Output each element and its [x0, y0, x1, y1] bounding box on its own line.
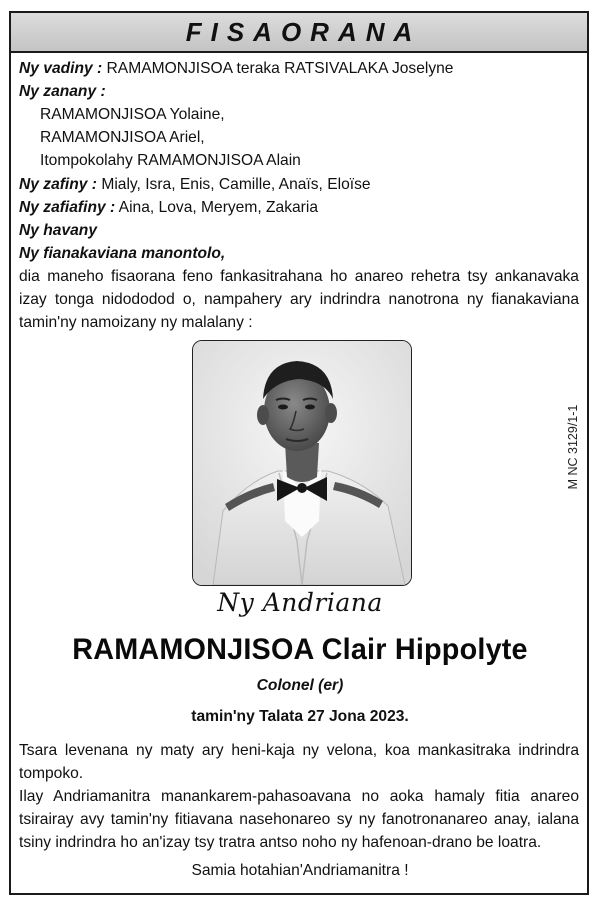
honorific: Ny Andriana: [217, 588, 383, 617]
child-item: RAMAMONJISOA Ariel,: [40, 129, 205, 146]
relatives-label: Ny havany: [19, 222, 98, 239]
close-family-label: Ny fianakaviana manontolo,: [19, 245, 226, 262]
child-item: Itompokolahy RAMAMONJISOA Alain: [40, 152, 301, 169]
closing-line: Samia hotahian'Andriamanitra !: [191, 862, 409, 879]
portrait-photo: [192, 340, 412, 586]
children-label: Ny zanany :: [19, 83, 106, 100]
spouse-label: Ny vadiny :: [19, 60, 103, 77]
reference-code: [566, 397, 580, 497]
child-item: RAMAMONJISOA Yolaine,: [40, 106, 225, 123]
date-of-death: tamin'ny Talata 27 Jona 2023.: [191, 708, 409, 725]
great-grandchildren-value: Aina, Lova, Meryem, Zakaria: [118, 199, 319, 216]
great-grandchildren-label: Ny zafiafiny :: [19, 199, 116, 216]
grandchildren-value: Mialy, Isra, Enis, Camille, Anaïs, Eloïse: [101, 176, 371, 193]
notice-title: FISAORANA: [185, 17, 422, 47]
deceased-rank: Colonel (er): [256, 677, 344, 694]
deceased-name: RAMAMONJISOA Clair Hippolyte: [72, 633, 528, 666]
reference-code-text: M NC 3129/1-1: [566, 404, 580, 490]
blessing-paragraph: Ilay Andriamanitra manankarem-pahasoavana no aoka hamaly fitia anareo tsirairay avy tamin'ny fitiavana nasehonareo sy ny fanotronanareo anay, ialana tsiny indrindra ho an'izay tsy tratra antso noho ny hafenoan-drano be loatra.: [19, 788, 579, 852]
header-banner: [11, 13, 587, 53]
spouse-line: [19, 57, 579, 80]
spouse-value: RAMAMONJISOA teraka RATSIVALAKA Joselyne: [106, 60, 454, 77]
intro-paragraph: dia maneho fisaorana feno fankasitrahana ho anareo rehetra tsy ankanavaka izay tonga nidododod o, nampahery ary indrindra nanotrona ny fianakaviana tamin'ny namoizany ny malalany :: [19, 268, 579, 332]
grandchildren-line: [19, 173, 579, 196]
great-grandchildren-line: [19, 196, 579, 219]
thanks-paragraph: Tsara levenana ny maty ary heni-kaja ny velona, koa mankasitraka indrindra tompoko.: [19, 742, 579, 783]
grandchildren-label: Ny zafiny :: [19, 176, 97, 193]
